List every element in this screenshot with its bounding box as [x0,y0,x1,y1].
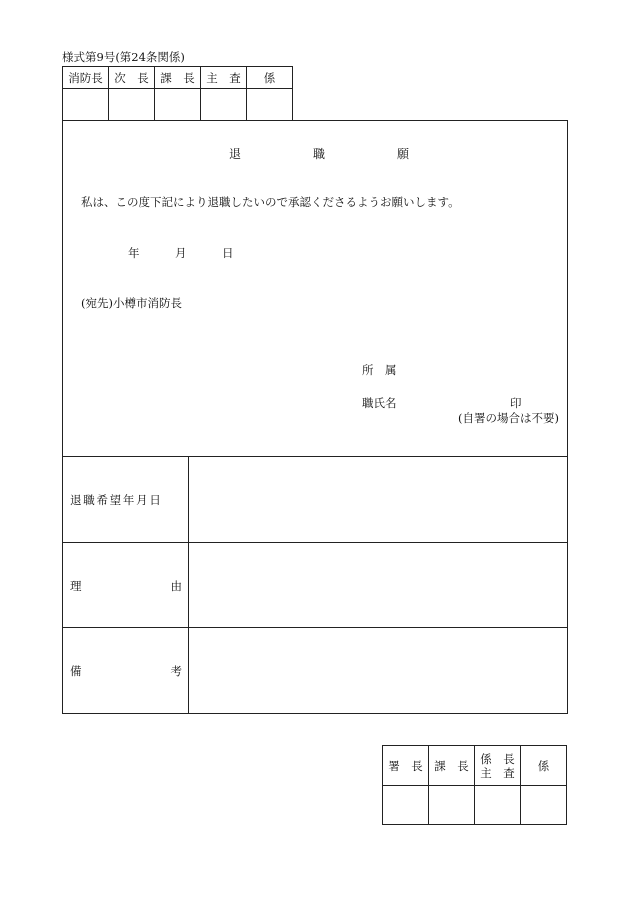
affiliation-label: 所 属 [362,363,397,377]
approval-seal-cell[interactable] [201,89,247,121]
title-char: 職 [312,147,325,161]
approval-seal-cell[interactable] [383,786,429,825]
approval-header-staff: 係 [521,746,567,786]
approval-header-section-chief: 課 長 [155,67,201,89]
addressee: (宛先)小樽市消防長 [81,296,182,310]
top-approval-table [62,66,293,121]
seal-note: (自署の場合は不要) [458,411,559,425]
approval-header-subsection-chief [475,746,521,786]
approval-seal-cell[interactable] [475,786,521,825]
bottom-approval-table [382,745,567,825]
name-label: 職氏名 [362,396,397,410]
approval-seal-cell[interactable] [109,89,155,121]
form-number: 様式第9号(第24条関係) [62,50,185,64]
approval-header-fire-chief: 消防長 [63,67,109,89]
approval-header-staff: 係 [247,67,293,89]
form-title [229,145,409,162]
request-statement: 私は、この度下記により退職したいので承認くださるようお願いします。 [81,195,460,209]
approval-header-chief-examiner: 主 査 [201,67,247,89]
divider [62,542,568,543]
remarks-label-char: 考 [170,664,182,678]
approval-header-deputy-chief: 次 長 [109,67,155,89]
divider [62,627,568,628]
reason-field[interactable] [190,544,566,626]
approval-seal-cell[interactable] [521,786,567,825]
remarks-label-char: 備 [70,664,82,678]
approval-seal-cell[interactable] [247,89,293,121]
approval-seal-cell[interactable] [155,89,201,121]
reason-label [70,578,182,594]
approval-header-station-chief: 署 長 [383,746,429,786]
approval-seal-cell[interactable] [429,786,475,825]
title-char: 願 [396,147,409,161]
approval-seal-cell[interactable] [63,89,109,121]
desired-date-field[interactable] [190,458,566,541]
column-divider [188,456,189,714]
date-month-label: 月 [175,246,187,260]
desired-date-label: 退職希望年月日 [70,493,163,507]
remarks-label [70,663,182,679]
title-char: 退 [229,147,242,161]
seal-label: 印 [510,396,522,410]
reason-label-char: 由 [170,579,182,593]
approval-header-line: 係 長 [480,751,515,766]
date-year-label: 年 [128,246,140,260]
approval-header-line: 主 査 [480,765,515,780]
approval-header-section-chief: 課 長 [429,746,475,786]
remarks-field[interactable] [190,629,566,713]
divider [62,456,568,457]
reason-label-char: 理 [70,579,82,593]
date-day-label: 日 [222,246,234,260]
